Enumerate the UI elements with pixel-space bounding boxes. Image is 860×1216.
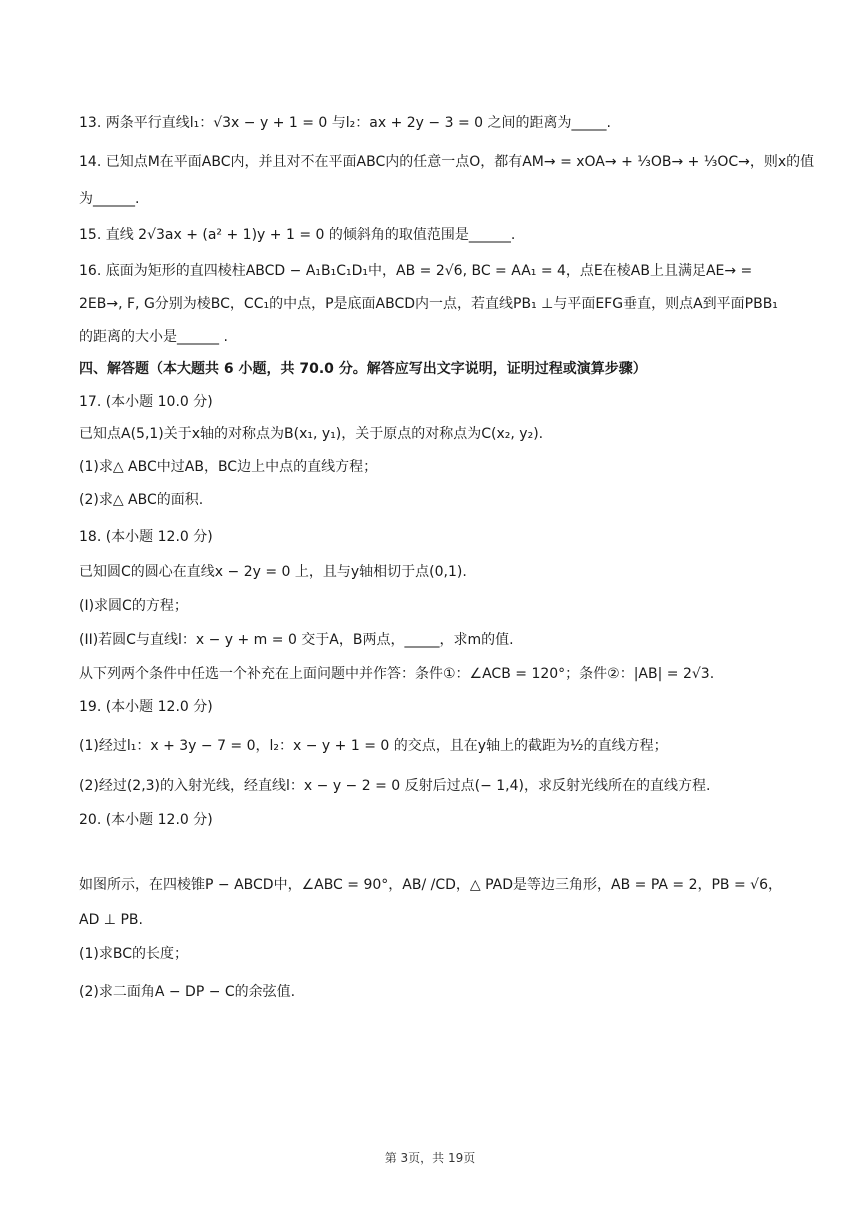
question-20-stem-line-2: AD ⊥ PB.	[79, 912, 143, 928]
question-19-part-1: (1)经过l₁：x + 3y − 7 = 0，l₂：x − y + 1 = 0 的交点，且在y轴上的截距为½的直线方程；	[79, 738, 668, 754]
question-14-line-1: 14. 已知点M在平面ABC内，并且对不在平面ABC内的任意一点O，都有AM→ = xOA→ + ⅓OB→ + ⅓OC→，则x的值	[79, 154, 815, 170]
question-20-stem-line-1: 如图所示，在四棱锥P − ABCD中，∠ABC = 90°，AB/ /CD，△ PAD是等边三角形，AB = PA = 2，PB = √6，	[79, 877, 782, 893]
question-20-part-2: (2)求二面角A − DP − C的余弦值.	[79, 984, 296, 1000]
question-17-stem: 已知点A(5,1)关于x轴的对称点为B(x₁, y₁)，关于原点的对称点为C(x₂, y₂).	[79, 426, 544, 442]
question-13: 13. 两条平行直线l₁：√3x − y + 1 = 0 与l₂：ax + 2y − 3 = 0 之间的距离为_____.	[79, 115, 611, 131]
question-16-line-2: 2EB→, F, G分别为棱BC，CC₁的中点，P是底面ABCD内一点，若直线PB₁ ⊥与平面EFG垂直，则点A到平面PBB₁	[79, 296, 778, 312]
question-20-header: 20. (本小题 12.0 分)	[79, 812, 213, 828]
question-14-line-2: 为______.	[79, 191, 140, 207]
section-heading-4: 四、解答题（本大题共 6 小题，共 70.0 分。解答应写出文字说明，证明过程或演算步骤）	[79, 361, 647, 377]
question-18-stem: 已知圆C的圆心在直线x − 2y = 0 上，且与y轴相切于点(0,1).	[79, 564, 467, 580]
question-16-line-1: 16. 底面为矩形的直四棱柱ABCD − A₁B₁C₁D₁中，AB = 2√6, BC = AA₁ = 4，点E在棱AB上且满足AE→ =	[79, 263, 753, 279]
question-17-part-2: (2)求△ ABC的面积.	[79, 492, 204, 508]
question-16-line-3: 的距离的大小是______ .	[79, 329, 228, 345]
question-17-part-1: (1)求△ ABC中过AB，BC边上中点的直线方程；	[79, 459, 378, 475]
question-18-part-1: (I)求圆C的方程；	[79, 598, 188, 614]
question-18-header: 18. (本小题 12.0 分)	[79, 529, 213, 545]
question-20-part-1: (1)求BC的长度；	[79, 946, 188, 962]
question-19-header: 19. (本小题 12.0 分)	[79, 699, 213, 715]
question-18-conditions: 从下列两个条件中任选一个补充在上面问题中并作答：条件①：∠ACB = 120°；条件②：|AB| = 2√3.	[79, 666, 715, 682]
page-footer: 第 3页，共 19页	[384, 1151, 476, 1165]
question-19-part-2: (2)经过(2,3)的入射光线，经直线l：x − y − 2 = 0 反射后过点(− 1,4)，求反射光线所在的直线方程.	[79, 778, 711, 794]
question-15: 15. 直线 2√3ax + (a² + 1)y + 1 = 0 的倾斜角的取值范围是______.	[79, 227, 516, 243]
question-18-part-2: (II)若圆C与直线l：x − y + m = 0 交于A，B两点，_____，求m的值.	[79, 632, 514, 648]
question-17-header: 17. (本小题 10.0 分)	[79, 394, 213, 410]
